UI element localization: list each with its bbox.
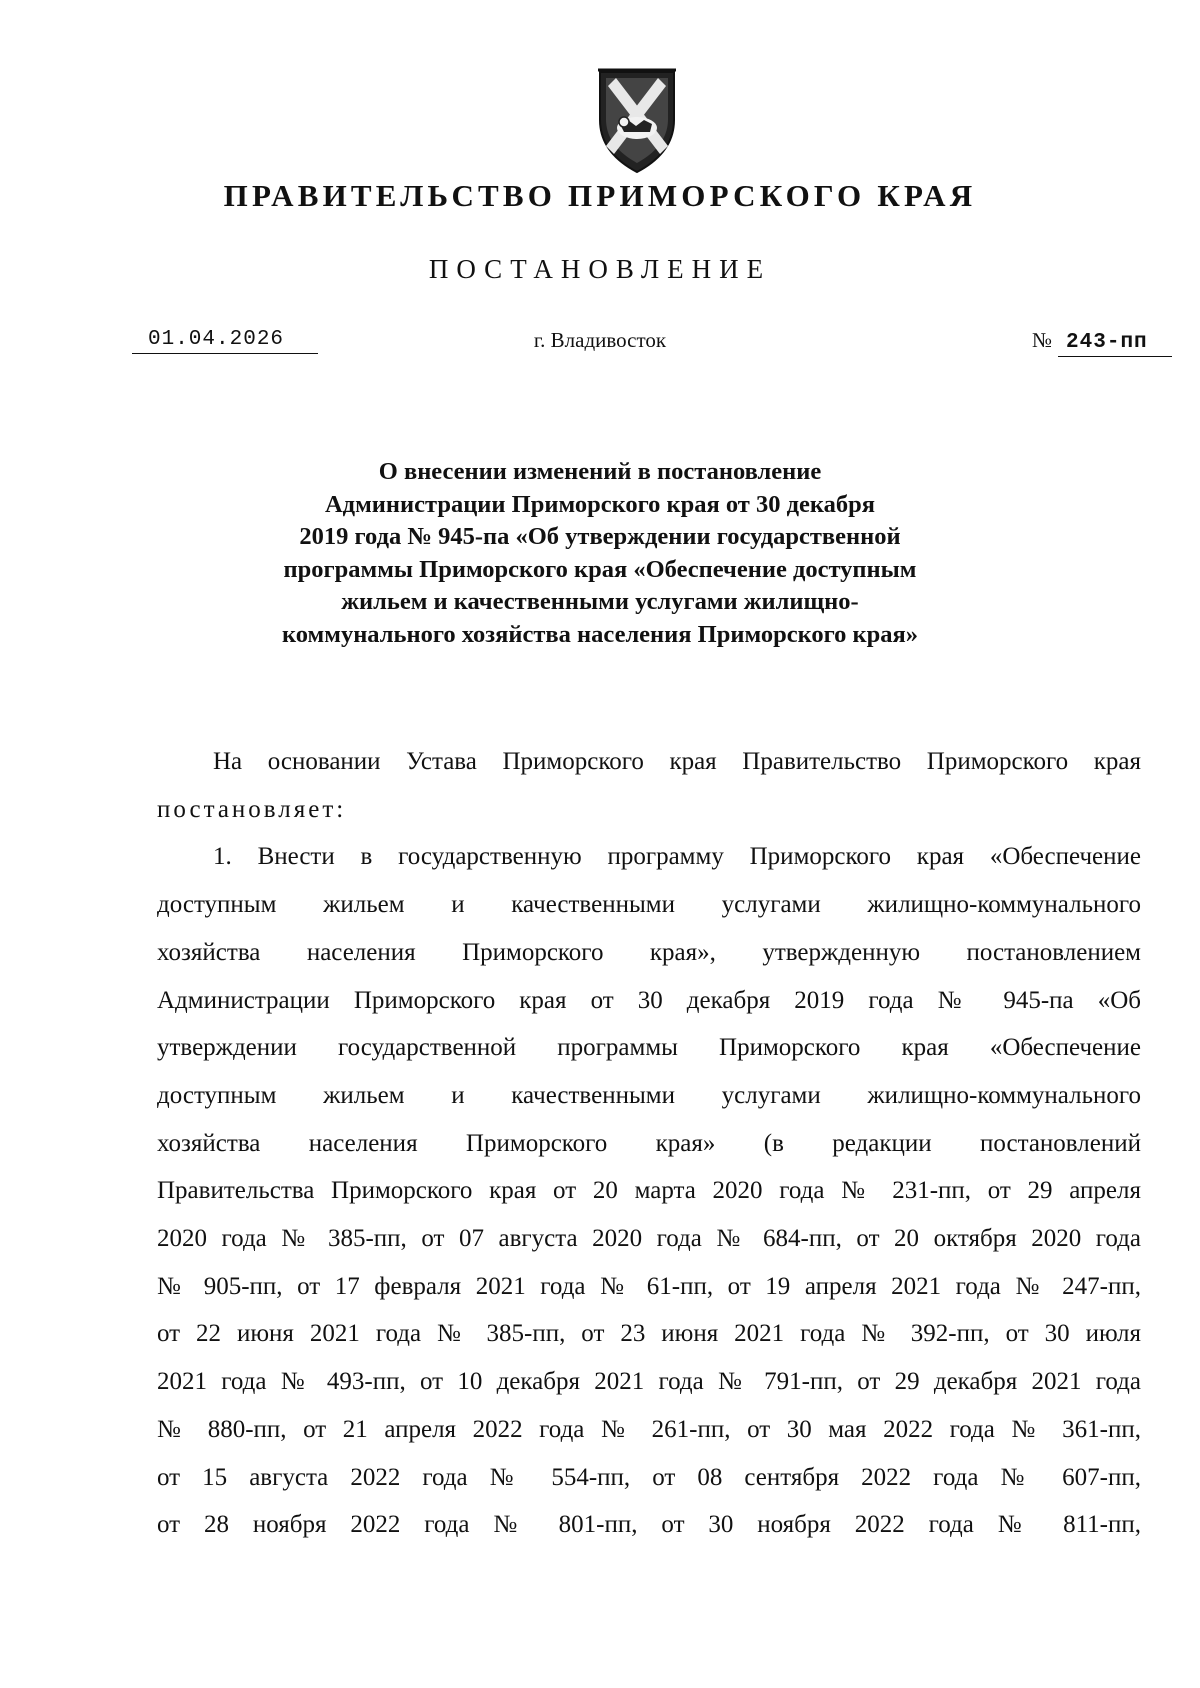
primorsky-krai-coat-of-arms-icon — [594, 62, 680, 174]
body-line: 1. Внести в государственную программу Приморского края «Обеспечение — [213, 843, 1141, 871]
subject-line: 2019 года № 945-па «Об утверждении государственной — [299, 523, 901, 550]
subject-line: Администрации Приморского края от 30 декабря — [324, 490, 875, 518]
subject-line: коммунального хозяйства населения Приморского края» — [281, 620, 919, 648]
body-line: доступным жильем и качественными услугами жилищно-коммунального — [157, 1081, 1141, 1109]
body-line: от 15 августа 2022 года № 554-пп, от 08 сентября 2022 года № 607-пп, — [157, 1463, 1141, 1491]
body-line: № 905-пп, от 17 февраля 2021 года № 61-пп, от 19 апреля 2021 года № 247-пп, — [157, 1272, 1141, 1300]
body-line: 2021 года № 493-пп, от 10 декабря 2021 года № 791-пп, от 29 декабря 2021 года — [157, 1368, 1141, 1396]
body-line: утверждении государственной программы Приморского края «Обеспечение — [157, 1034, 1141, 1062]
organization-title: ПРАВИТЕЛЬСТВО ПРИМОРСКОГО КРАЯ — [223, 178, 977, 213]
body-line: хозяйства населения Приморского края», утвержденную постановлением — [157, 938, 1141, 966]
document-number: 243-пп — [1058, 330, 1172, 357]
document-body — [157, 738, 1141, 1549]
subject-line: программы Приморского края «Обеспечение доступным — [283, 555, 917, 583]
document-city: г. Владивосток — [533, 328, 667, 352]
subject-line: жильем и качественными услугами жилищно- — [341, 588, 859, 615]
body-line: от 28 ноября 2022 года № 801-пп, от 30 ноября 2022 года № 811-пп, — [157, 1511, 1141, 1539]
body-line: хозяйства населения Приморского края» (в редакции постановлений — [157, 1129, 1141, 1157]
body-line: Правительства Приморского края от 20 марта 2020 года № 231-пп, от 29 апреля — [157, 1177, 1141, 1205]
document-number-block — [1032, 327, 1174, 357]
body-line: Администрации Приморского края от 30 декабря 2019 года № 945-па «Об — [157, 986, 1141, 1014]
body-line: от 22 июня 2021 года № 385-пп, от 23 июня 2021 года № 392-пп, от 30 июля — [157, 1320, 1141, 1348]
subject-line: О внесении изменений в постановление — [378, 458, 822, 485]
document-date: 01.04.2026 — [132, 327, 318, 354]
body-line: постановляет: — [157, 795, 347, 823]
body-line: доступным жильем и качественными услугами жилищно-коммунального — [157, 891, 1141, 919]
document-type: ПОСТАНОВЛЕНИЕ — [428, 254, 772, 284]
document-subject — [160, 456, 1040, 651]
body-line: 2020 года № 385-пп, от 07 августа 2020 года № 684-пп, от 20 октября 2020 года — [157, 1225, 1141, 1253]
body-line: На основании Устава Приморского края Правительство Приморского края — [213, 748, 1141, 775]
number-sign: № — [1032, 328, 1053, 352]
body-line: № 880-пп, от 21 апреля 2022 года № 261-пп, от 30 мая 2022 года № 361-пп, — [157, 1415, 1141, 1443]
